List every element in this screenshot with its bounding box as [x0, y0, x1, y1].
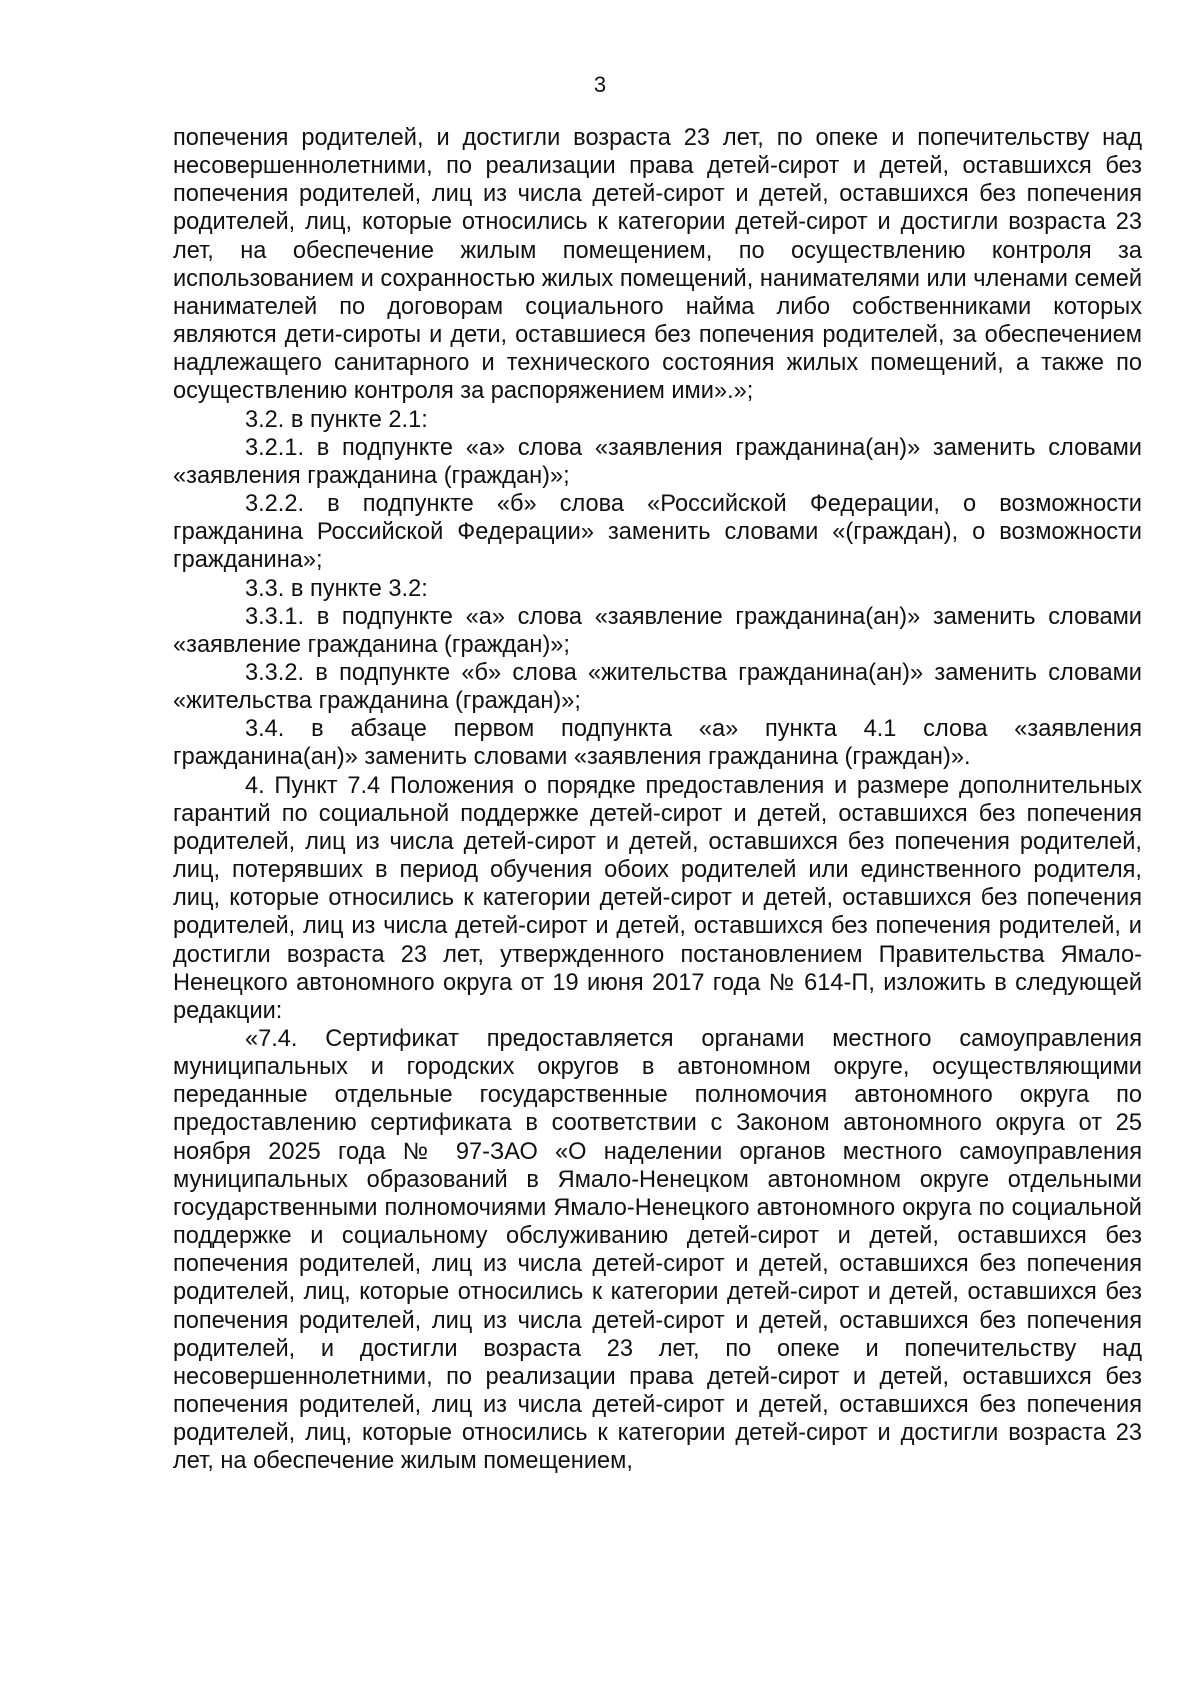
paragraph-3-3-1: 3.3.1. в подпункте «а» слова «заявление гражданина(ан)» заменить словами «заявление гражданина (граждан)»;	[173, 603, 1142, 658]
page-number: 3	[593, 72, 607, 97]
paragraph-3-2: 3.2. в пункте 2.1:	[245, 406, 428, 433]
paragraph-3-3-2: 3.3.2. в подпункте «б» слова «жительства гражданина(ан)» заменить словами «жительства гражданина (граждан)»;	[173, 659, 1142, 715]
paragraph-7-4: «7.4. Сертификат предоставляется органами местного самоуправления муниципальных и городских округов в автономном округе, осуществляющими переданные отдельные государственные полномочия автономного округа по предоставлению сертификата в соответствии с Законом автономного округа от 25 ноября 2025 года № 97-ЗАО «О наделении органов местного самоуправления муниципальных образований в Ямало-Ненецком автономном округе отдельными государственными полномочиями Ямало-Ненецкого автономного округа по социальной поддержке и социальному обслуживанию детей-сирот и детей, оставшихся без попечения родителей, лиц из числа детей-сирот и детей, оставшихся без попечения родителей, лиц, которые относились к категории детей-сирот и детей, оставшихся без попечения родителей, лиц из числа детей-сирот и детей, оставшихся без попечения родителей, и достигли возраста 23 лет, по опеке и попечительству над несовершеннолетними, по реализации права детей-сирот и детей, оставшихся без попечения родителей, лиц из числа детей-сирот и детей, оставшихся без попечения родителей, лиц, которые относились к категории детей-сирот и достигли возраста 23 лет, на обеспечение жилым помещением,	[173, 1026, 1142, 1475]
paragraph-3-2-2: 3.2.2. в подпункте «б» слова «Российской Федерации, о возможности гражданина Российской Федерации» заменить словами «(граждан), о возможности гражданина»;	[173, 491, 1142, 574]
document-body	[173, 124, 1142, 1476]
paragraph-3-2-1: 3.2.1. в подпункте «а» слова «заявления гражданина(ан)» заменить словами «заявления гражданина (граждан)»;	[173, 434, 1142, 489]
paragraph-4: 4. Пункт 7.4 Положения о порядке предоставления и размере дополнительных гарантий по социальной поддержке детей-сирот и детей, оставшихся без попечения родителей, лиц из числа детей-сирот и детей, оставшихся без попечения родителей, лиц, потерявших в период обучения обоих родителей или единственного родителя, лиц, которые относились к категории детей-сирот и детей, оставшихся без попечения родителей, лиц из числа детей-сирот и детей, оставшихся без попечения родителей, и достигли возраста 23 лет, утвержденного постановлением Правительства Ямало-Ненецкого автономного округа от 19 июня 2017 года № 614-П, изложить в следующей редакции:	[173, 772, 1142, 1024]
paragraph-continuation: попечения родителей, и достигли возраста 23 лет, по опеке и попечительству над несовершеннолетними, по реализации права детей-сирот и детей, оставшихся без попечения родителей, лиц из числа детей-сирот и детей, оставшихся без попечения родителей, лиц, которые относились к категории детей-сирот и достигли возраста 23 лет, на обеспечение жилым помещением, по осуществлению контроля за использованием и сохранностью жилых помещений, нанимателями или членами семей нанимателей по договорам социального найма либо собственниками которых являются дети-сироты и дети, оставшиеся без попечения родителей, за обеспечением надлежащего санитарного и технического состояния жилых помещений, а также по осуществлению контроля за распоряжением ими».»;	[173, 125, 1142, 405]
paragraph-3-3: 3.3. в пункте 3.2:	[245, 575, 428, 602]
paragraph-3-4: 3.4. в абзаце первом подпункта «а» пункта 4.1 слова «заявления гражданина(ан)» заменить словами «заявления гражданина (граждан)».	[173, 716, 1142, 771]
